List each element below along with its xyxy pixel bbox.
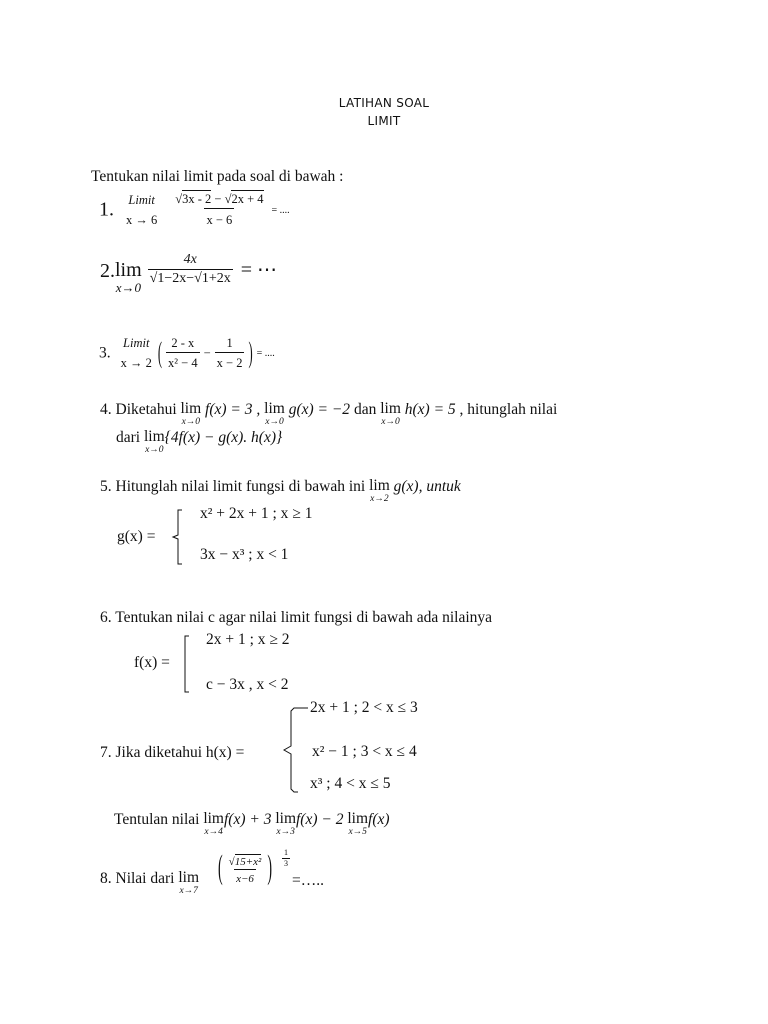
q8-expression (218, 851, 272, 888)
q1-limit: Limit x → 6 (126, 192, 158, 227)
q1-radicand-1: 3x - 2 (182, 192, 212, 206)
question-4: 4. Diketahui lim x→0 f(x) = 3 , lim x→0 g(x) = −2 dan lim x→0 h(x) = 5 , hitunglah nilai (100, 400, 558, 427)
page-title: LATIHAN SOAL (338, 96, 430, 110)
q1-equals: = .... (271, 204, 290, 216)
q7-case-2: x² − 1 ; 3 < x ≤ 4 (312, 743, 417, 760)
q2-number: 2. (100, 260, 115, 282)
q7-limit-2: lim x→3 (275, 810, 296, 837)
question-8: 8. Nilai dari lim x→7 (100, 869, 200, 896)
question-1 (99, 192, 290, 228)
q5-brace (170, 508, 186, 566)
q2-radicand-2: 1+2x (201, 271, 231, 286)
q4-limit-h: lim x→0 (380, 400, 401, 427)
q8-right-paren: ) (267, 851, 272, 888)
q2-numerator: 4x (183, 252, 197, 267)
q2-radicand-1: 1−2x (157, 271, 187, 286)
page-subtitle: LIMIT (367, 114, 401, 128)
question-3: 3. Limit x → 2 ( $\frac{2 - x}{\text{x² − 4}}$ − $\frac{1}{x - 2}$ ) = .... (99, 335, 275, 370)
q2-fraction: $\frac{4x}{√1-2x-√1+2x}$ (149, 252, 231, 286)
q7-limit-1: lim x→4 (203, 810, 224, 837)
q3-equals: = .... (256, 348, 275, 359)
question-6: 6. Tentukan nilai c agar nilai limit fungsi di bawah ada nilainya (100, 609, 493, 626)
q4-limit-expr: lim x→0 (143, 428, 165, 455)
instruction-text: Tentukan nilai limit pada soal di bawah : (91, 168, 344, 185)
q4-limit-g: lim x→0 (264, 400, 285, 427)
question-7: 7. Jika diketahui h(x) = (100, 744, 245, 761)
q7-brace (280, 702, 310, 798)
question-7-line-2: Tentulan nilai lim x→4 f(x) + 3 lim x→3 f(x) − 2 lim x→5 f(x) (114, 810, 390, 837)
q1-number: 1. (99, 198, 114, 221)
question-2 (100, 252, 278, 295)
q3-fraction-1: $\frac{2 - x}{\text{x² − 4}}$ (168, 336, 198, 370)
q5-case-1: x² + 2x + 1 ; x ≥ 1 (200, 505, 313, 522)
q7-case-3: x³ ; 4 < x ≤ 5 (310, 775, 391, 792)
q3-fraction-2: $\frac{1}{x - 2}$ (216, 336, 243, 370)
q2-limit: lim x→0 (115, 259, 142, 295)
q5-limit: lim x→2 (369, 477, 390, 504)
q8-equals: =….. (292, 872, 324, 889)
q6-brace (180, 634, 192, 694)
q7-limit-3: lim x→5 (347, 810, 369, 837)
q1-denominator: x − 6 (204, 208, 234, 228)
q4-limit-f: lim x→0 (180, 400, 202, 427)
question-4-line-2: dari lim x→0 {4f(x) − g(x). h(x)} (116, 428, 283, 455)
q3-limit: Limit x → 2 (120, 336, 152, 370)
q6-case-1: 2x + 1 ; x ≥ 2 (206, 631, 290, 648)
q3-left-paren: ( (157, 335, 163, 370)
q3-right-paren: ) (248, 335, 253, 370)
q8-limit: lim x→7 (178, 869, 200, 896)
q6-case-2: c − 3x , x < 2 (206, 676, 289, 693)
q5-function-name: g(x) = (117, 528, 156, 545)
q8-denominator: x−6 (234, 869, 256, 885)
q1-fraction: $\frac{√3x - 2 - √2x + 4}{x - 6}$ (175, 192, 264, 227)
q8-exponent: $\frac{1}{3}$ (284, 848, 288, 868)
q5-case-2: 3x − x³ ; x < 1 (200, 546, 289, 563)
q8-left-paren: ( (218, 851, 223, 888)
q1-radicand-2: 2x + 4 (231, 192, 264, 206)
question-5: 5. Hitunglah nilai limit fungsi di bawah ini lim x→2 g(x), untuk (100, 477, 461, 504)
q8-fraction: $\frac{\text{√15+x²}}{x-6}$ (228, 856, 262, 885)
q3-number: 3. (99, 344, 111, 362)
q2-equals: = ⋯ (240, 259, 278, 281)
q7-case-1: 2x + 1 ; 2 < x ≤ 3 (310, 699, 418, 716)
q8-radicand: 15+x² (234, 856, 262, 868)
q6-function-name: f(x) = (134, 654, 170, 671)
